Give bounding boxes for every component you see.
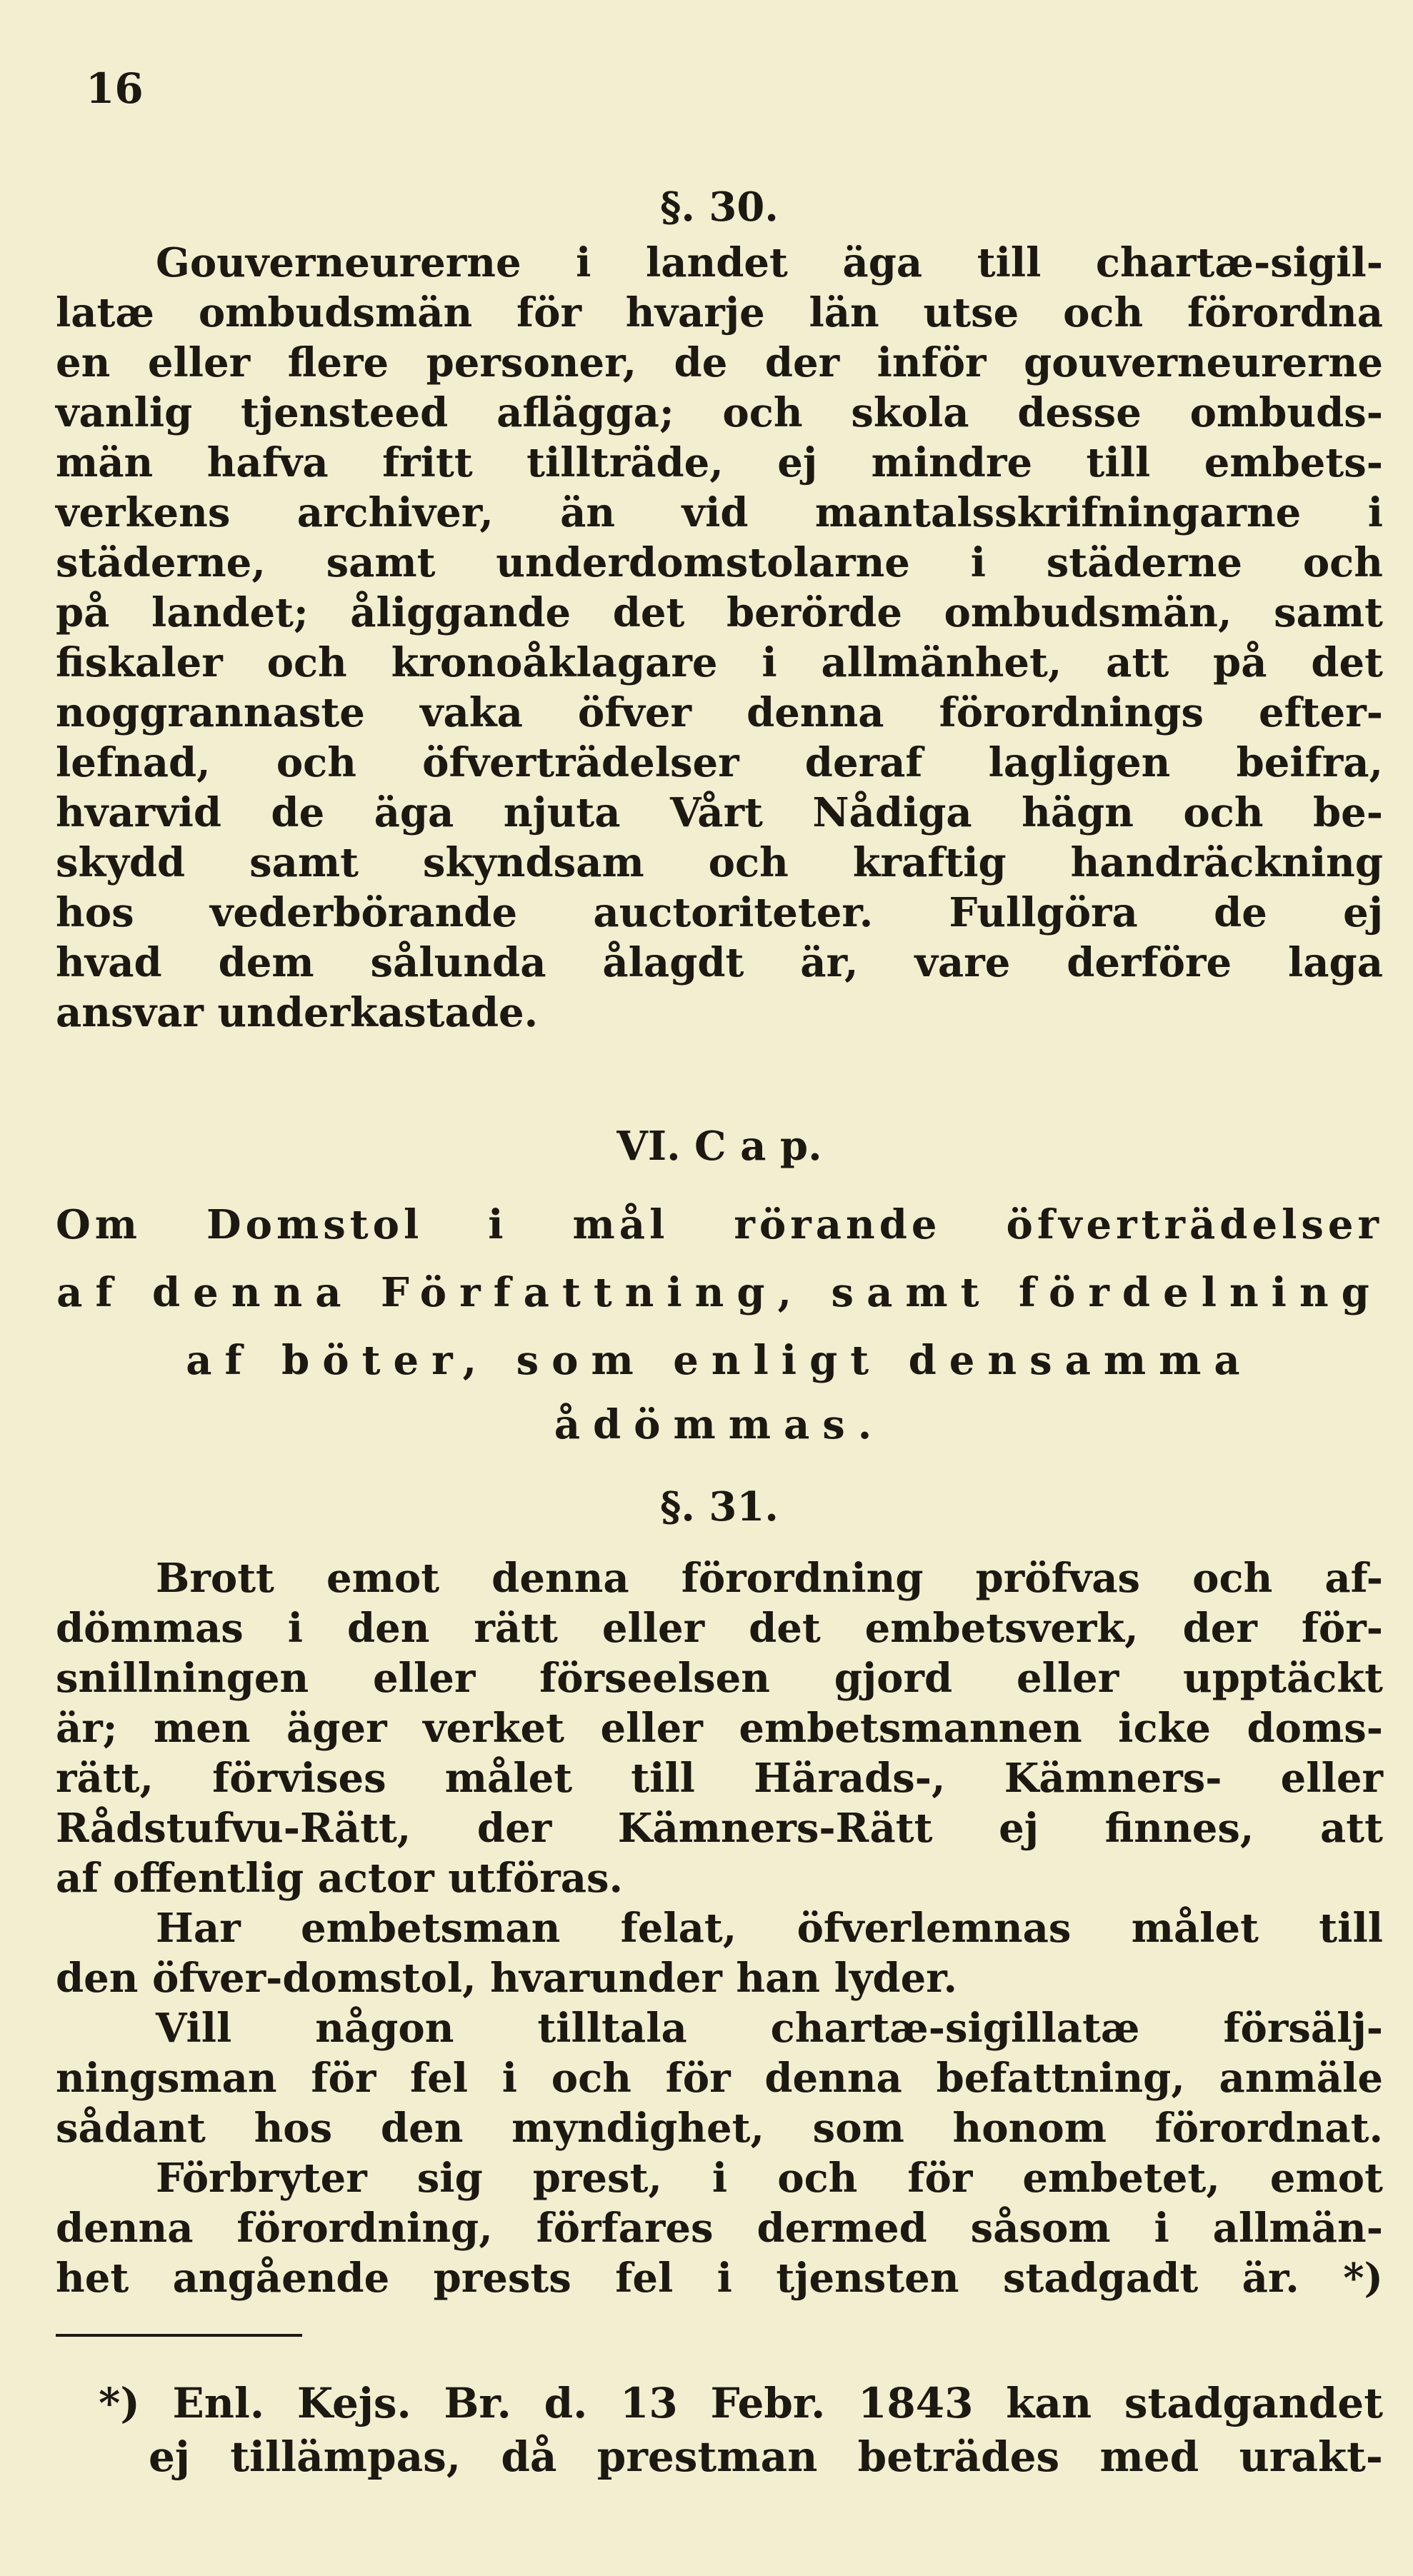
text-line: hos vederbörande auctoriteter. Fullgöra de ej <box>56 889 1383 936</box>
text-line: en eller flere personer, de der inför gouverneurerne <box>56 339 1383 386</box>
footnote-rule <box>56 2334 302 2337</box>
text-line: städerne, samt underdomstolarne i städerne och <box>56 539 1383 586</box>
text-line: Gouverneurerne i landet äga till chartæ-sigil- <box>156 239 1383 286</box>
text-line: på landet; åliggande det berörde ombudsmän, samt <box>56 589 1383 636</box>
footnote-line: ej tillämpas, då prestman beträdes med urakt- <box>149 2432 1383 2481</box>
text-line: män hafva fritt tillträde, ej mindre till embets- <box>56 439 1383 486</box>
text-line: hvad dem sålunda ålagdt är, vare derföre laga <box>56 939 1383 986</box>
text-line: den öfver-domstol, hvarunder han lyder. <box>56 1955 958 2002</box>
text-line: sådant hos den myndighet, som honom förordnat. <box>56 2105 1383 2152</box>
text-line: hvarvid de äga njuta Vårt Nådiga hägn och be- <box>56 789 1383 836</box>
text-line: het angående prests fel i tjensten stadgadt är. *) <box>56 2255 1383 2302</box>
text-line: latæ ombudsmän för hvarje län utse och förordna <box>56 289 1383 336</box>
text-line: verkens archiver, än vid mantalsskrifningarne i <box>56 489 1383 536</box>
text-line: Vill någon tilltala chartæ-sigillatæ försälj- <box>156 2005 1383 2052</box>
section-31-heading: §. 31. <box>660 1483 779 1530</box>
text-line: Förbryter sig prest, i och för embetet, emot <box>156 2155 1383 2202</box>
text-line: är; men äger verket eller embetsmannen icke doms- <box>56 1705 1383 1752</box>
footnote-line: *) Enl. Kejs. Br. d. 13 Febr. 1843 kan stadgandet <box>99 2379 1383 2427</box>
chapter-title-line: Om Domstol i mål rörande öfverträdelser <box>56 1201 1383 1248</box>
text-line: Rådstufvu-Rätt, der Kämners-Rätt ej finnes, att <box>56 1805 1383 1852</box>
text-line: ningsman för fel i och för denna befattning, anmäle <box>56 2055 1383 2102</box>
text-line: noggrannaste vaka öfver denna förordnings efter- <box>56 689 1383 736</box>
text-line: ansvar underkastade. <box>56 989 539 1036</box>
text-line: denna förordning, förfares dermed såsom i allmän- <box>56 2205 1383 2252</box>
page-number: 16 <box>86 64 144 113</box>
text-line: lefnad, och öfverträdelser deraf lagligen beifra, <box>56 739 1383 786</box>
text-line: Brott emot denna förordning pröfvas och af- <box>156 1555 1383 1602</box>
text-line: af offentlig actor utföras. <box>56 1855 624 1902</box>
text-line: snillningen eller förseelsen gjord eller upptäckt <box>56 1655 1383 1702</box>
chapter-label: VI. C a p. <box>616 1123 822 1170</box>
text-line: Har embetsman felat, öfverlemnas målet till <box>156 1905 1383 1952</box>
section-30-heading: §. 30. <box>660 184 779 231</box>
text-line: dömmas i den rätt eller det embetsverk, der för- <box>56 1605 1383 1652</box>
chapter-title-line: af böter, som enligt densamma <box>186 1337 1253 1384</box>
text-line: vanlig tjensteed aflägga; och skola desse ombuds- <box>56 389 1383 436</box>
chapter-title-line: af denna Författning, samt fördelning <box>56 1269 1382 1316</box>
text-line: skydd samt skyndsam och kraftig handräckning <box>56 839 1383 886</box>
text-line: fiskaler och kronoåklagare i allmänhet, att på det <box>56 639 1383 686</box>
text-line: rätt, förvises målet till Härads-, Kämners- eller <box>56 1755 1383 1802</box>
chapter-title-line: ådömmas. <box>554 1401 885 1448</box>
